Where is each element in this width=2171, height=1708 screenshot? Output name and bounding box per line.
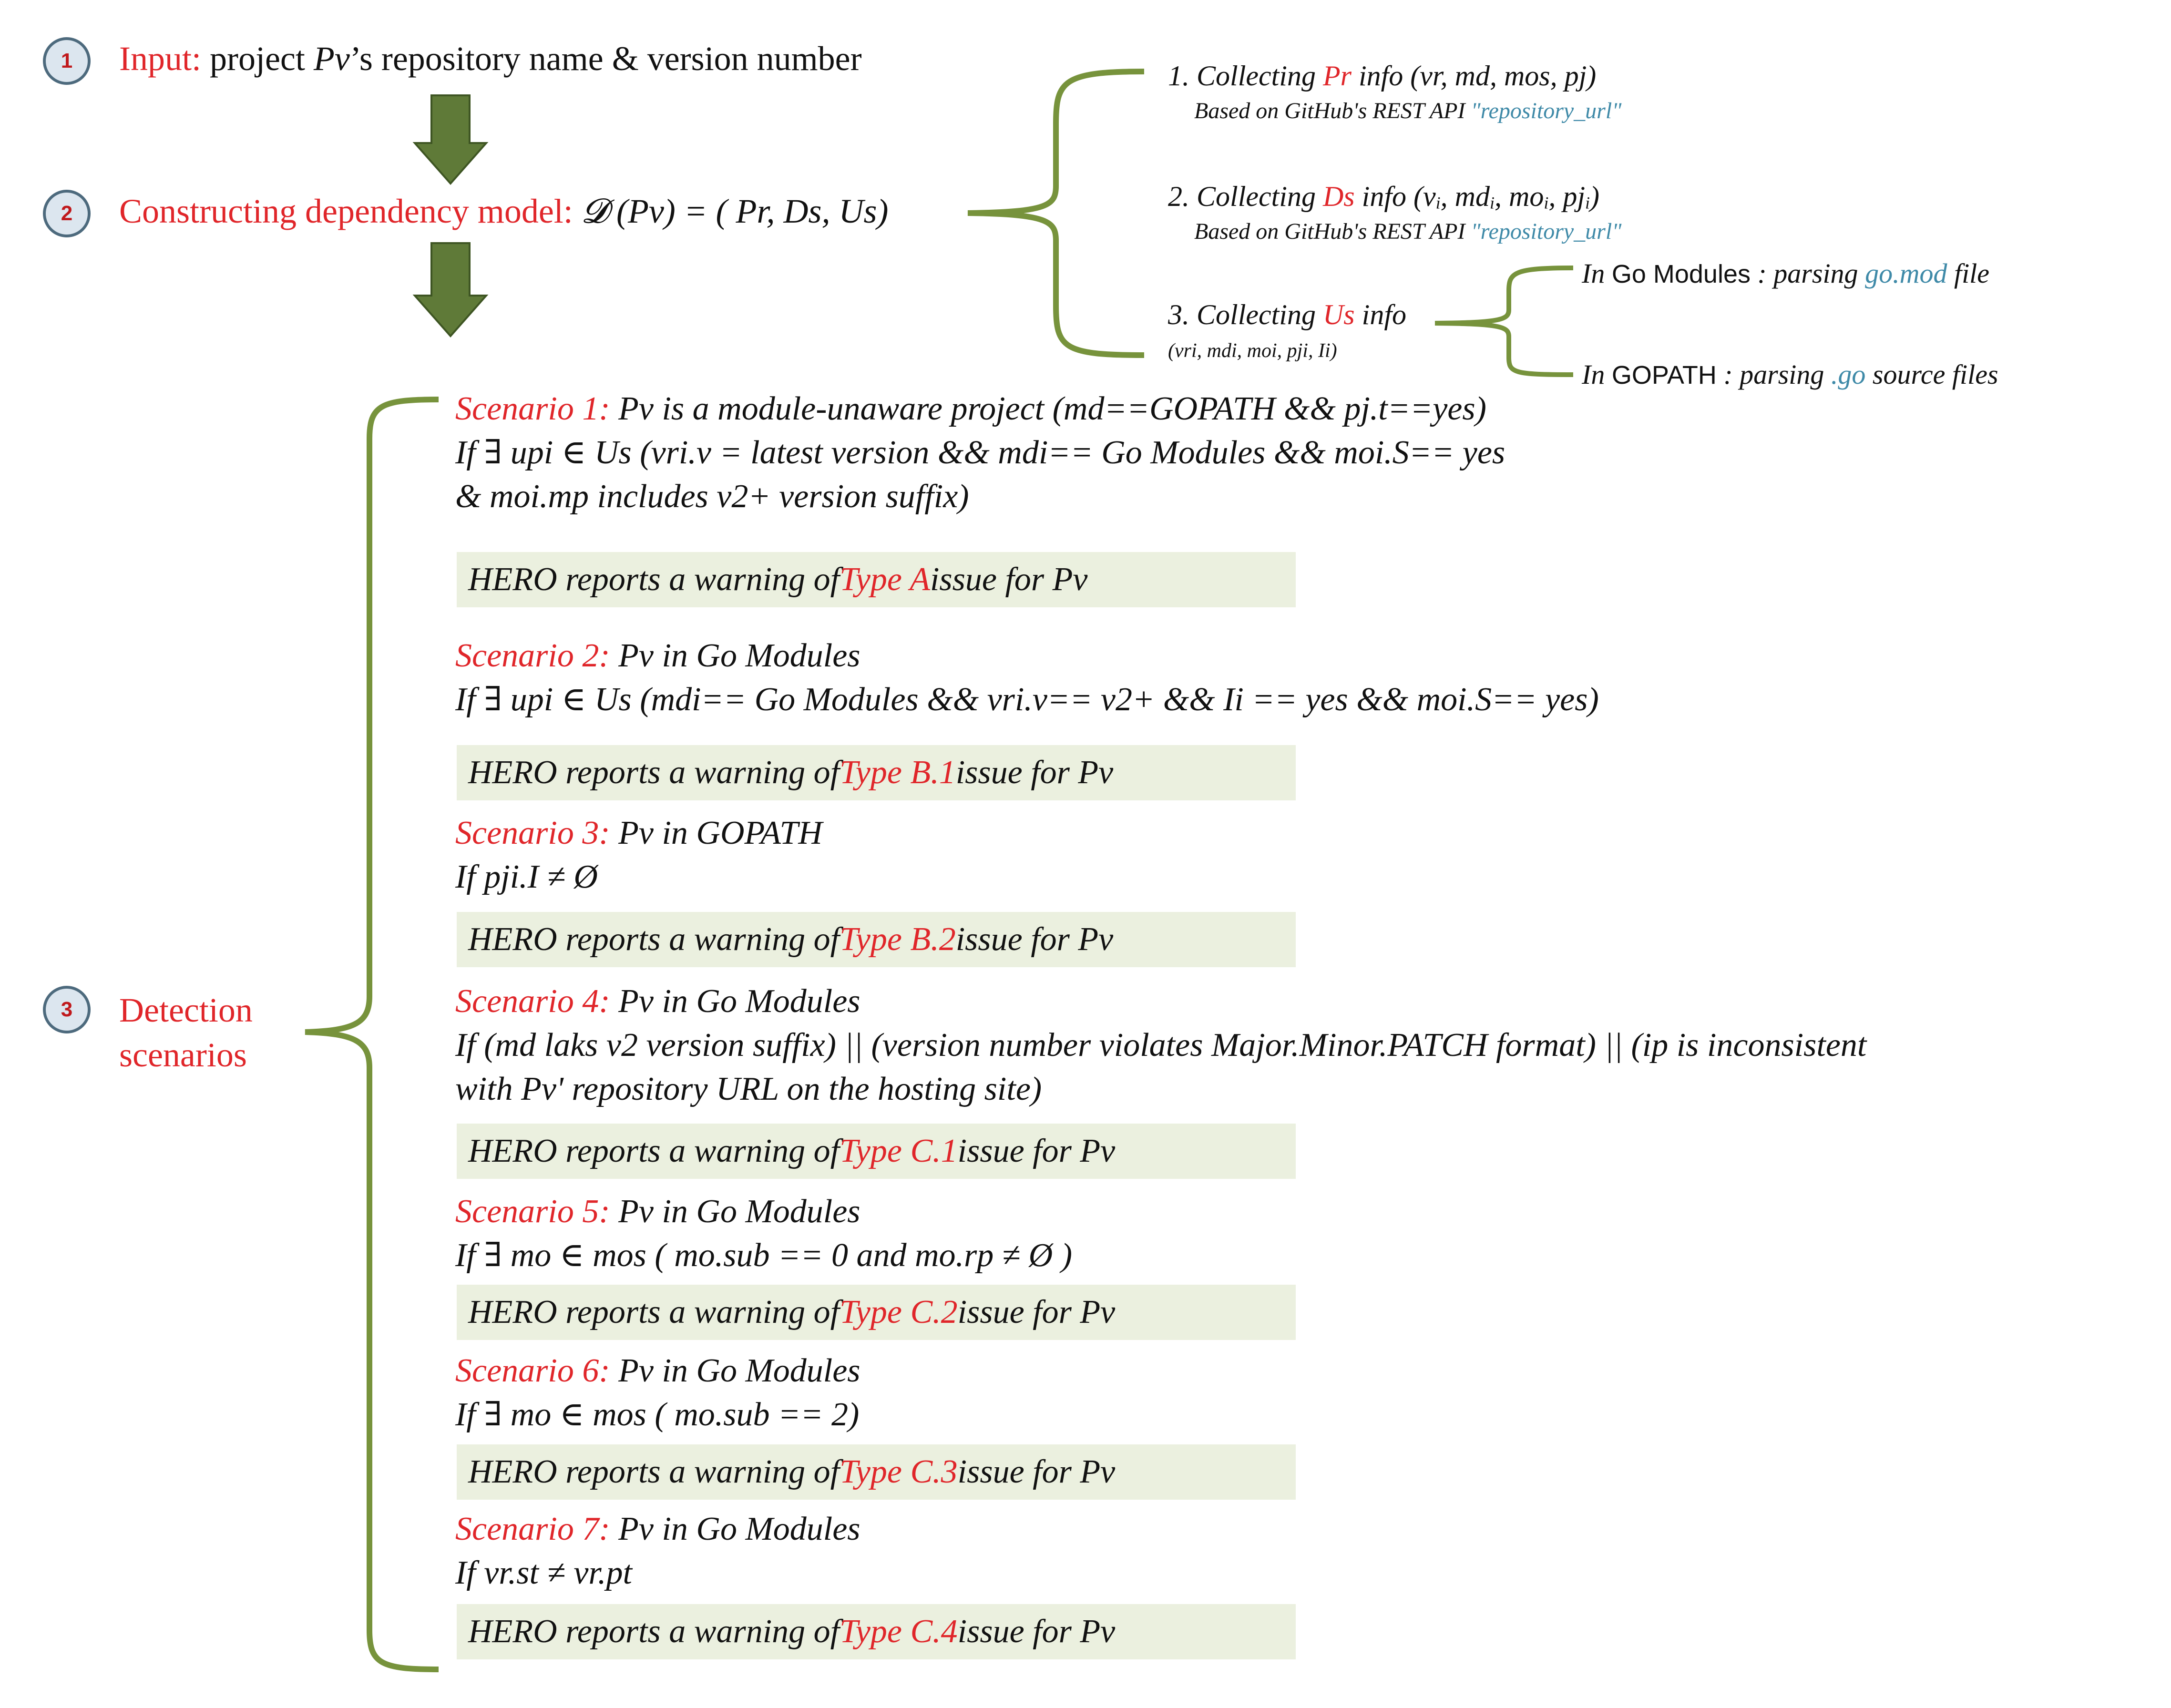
scenario-7-label: Scenario 7: [455, 1511, 610, 1547]
collect-us-fields-text: (vri, mdi, moi, pji, Ii) [1168, 340, 1337, 362]
scenario-6-condition-line-1: If ∃ mo ∈ mos ( mo.sub == 2) [455, 1396, 860, 1433]
scenario-5-type: Type C.2 [840, 1294, 958, 1330]
step-1-badge [43, 37, 91, 85]
collect-pr-prefix: 1. Collecting [1168, 60, 1323, 92]
scenario-5-report-post: issue for Pv [957, 1294, 1116, 1330]
collect-pr-suffix: info (vr, md, mos, pj) [1351, 60, 1597, 92]
scenario-1-report-pre: HERO reports a warning of [468, 561, 840, 598]
scenario-4-report-pre: HERO reports a warning of [468, 1133, 840, 1169]
collect-ds-sub-4: i [1585, 193, 1590, 213]
us-source-gomod-post: file [1947, 258, 1990, 289]
us-source-gomod-pre: In [1582, 258, 1612, 289]
scenario-1-condition-line-2: & moi.mp includes v2+ version suffix) [455, 478, 969, 515]
scenario-6-report-post: issue for Pv [957, 1453, 1116, 1490]
scenario-1-title: Pv is a module-unaware project (md==GOPATH && pj.t==yes) [610, 390, 1486, 427]
step-1-label: Input: [119, 40, 201, 78]
collect-ds-sub-3: i [1544, 193, 1549, 213]
step-1-number: 1 [61, 49, 73, 72]
scenario-5-condition-line-1: If ∃ mo ∈ mos ( mo.sub == 0 and mo.rp ≠ Ø ) [455, 1237, 1073, 1274]
scenario-2-report [457, 745, 1296, 800]
step-2-number: 2 [61, 202, 73, 225]
scenario-5-report [457, 1285, 1296, 1340]
scenario-7-report-pre: HERO reports a warning of [468, 1613, 840, 1650]
scenario-3-condition-line-1: If pji.I ≠ Ø [455, 859, 598, 895]
scenario-6-report-pre: HERO reports a warning of [468, 1453, 840, 1490]
step-3-label-line1: Detection [119, 991, 253, 1029]
us-source-gomod-mode: Go Modules [1611, 260, 1751, 288]
step-3-title [119, 988, 253, 1077]
scenario-4-report [457, 1124, 1296, 1179]
collect-us [1168, 298, 1406, 331]
down-arrow-2 [415, 243, 486, 336]
collect-ds-text-d: , pj [1548, 181, 1586, 212]
step-2-badge [43, 190, 91, 237]
us-source-gopath-mid: : parsing [1716, 359, 1831, 390]
collect-ds-sub-1: i [1435, 193, 1441, 213]
scenario-2-condition-line-1: If ∃ upi ∈ Us (mdi== Go Modules && vri.v== v2+ && Ii == yes && moi.S== yes) [455, 681, 1599, 718]
step-1-tail: ’s repository name & version number [349, 40, 862, 78]
collect-us-key: Us [1322, 299, 1355, 330]
collect-pr-source [1194, 98, 1621, 124]
collect-ds-key: Ds [1322, 181, 1355, 212]
scenario-3-report [457, 912, 1296, 967]
collect-us-fields [1168, 339, 1337, 362]
scenario-1-condition-line-1: If ∃ upi ∈ Us (vri.v = latest version && mdi== Go Modules && moi.S== yes [455, 434, 1505, 471]
collect-ds [1168, 180, 1599, 213]
us-source-gopath-code: .go [1831, 359, 1866, 390]
us-source-gomod-mid: : parsing [1750, 258, 1865, 289]
collect-ds-text-a: info (v [1354, 181, 1436, 212]
scenario-4-report-post: issue for Pv [957, 1133, 1116, 1169]
collect-ds-source-text: Based on GitHub's REST API [1194, 219, 1471, 244]
us-source-gopath [1582, 358, 1998, 390]
scenario-1-report [457, 552, 1296, 607]
scenario-7-report [457, 1604, 1296, 1659]
step-2-label: Constructing dependency model: [119, 192, 573, 230]
scenario-4 [455, 980, 1866, 1111]
scenario-2-label: Scenario 2: [455, 637, 610, 674]
scenario-4-condition-line-2: with Pv' repository URL on the hosting site) [455, 1071, 1042, 1107]
dependency-model-formula: 𝓓 (Pv) = ( Pr, Ds, Us) [581, 192, 889, 230]
step-1-pv: Pv [313, 40, 350, 78]
scenario-6-label: Scenario 6: [455, 1352, 610, 1389]
scenario-4-condition-line-1: If (md laks v2 version suffix) || (version number violates Major.Minor.PATCH format) || (ip is inconsistent [455, 1027, 1867, 1064]
scenario-2-type: Type B.1 [840, 754, 956, 791]
us-source-gomod-code: go.mod [1865, 258, 1947, 289]
scenario-1-report-post: issue for Pv [930, 561, 1088, 598]
us-source-gopath-post: source files [1865, 359, 1998, 390]
scenario-3-type: Type B.2 [840, 921, 956, 958]
step-3-label-line2: scenarios [119, 1036, 247, 1074]
collect-brace [968, 72, 1144, 355]
collect-ds-prefix: 2. Collecting [1168, 181, 1323, 212]
step-1-text: project [201, 40, 314, 78]
step-2-title [119, 192, 889, 232]
scenario-5-report-pre: HERO reports a warning of [468, 1294, 840, 1330]
scenario-1 [455, 387, 1505, 519]
collect-pr-key: Pr [1322, 60, 1352, 92]
scenario-2-report-pre: HERO reports a warning of [468, 754, 840, 791]
scenario-3-report-post: issue for Pv [955, 921, 1114, 958]
detection-brace [305, 399, 439, 1669]
scenario-5-title: Pv in Go Modules [610, 1193, 860, 1230]
collect-ds-source [1194, 218, 1621, 245]
collect-ds-text-c: , mo [1494, 181, 1544, 212]
scenario-7 [455, 1507, 860, 1595]
collect-ds-sub-2: i [1489, 193, 1495, 213]
scenario-3 [455, 811, 822, 899]
step-1-title [119, 39, 862, 79]
scenario-6 [455, 1349, 860, 1437]
step-3-badge [43, 986, 91, 1033]
scenario-1-type: Type A [840, 561, 930, 598]
scenario-2-report-post: issue for Pv [955, 754, 1114, 791]
scenario-6-type: Type C.3 [840, 1453, 958, 1490]
collect-ds-text-e: ) [1590, 181, 1600, 212]
collect-pr-source-code: "repository_url" [1471, 98, 1622, 123]
collect-pr [1168, 60, 1596, 92]
us-brace [1435, 268, 1573, 375]
scenario-7-condition-line-1: If vr.st ≠ vr.pt [455, 1555, 632, 1591]
scenario-6-title: Pv in Go Modules [610, 1352, 860, 1389]
scenario-5-label: Scenario 5: [455, 1193, 610, 1230]
scenario-2-title: Pv in Go Modules [610, 637, 860, 674]
scenario-5 [455, 1190, 1072, 1278]
us-source-gopath-pre: In [1582, 359, 1612, 390]
collect-us-suffix: info [1354, 299, 1406, 330]
scenario-3-report-pre: HERO reports a warning of [468, 921, 840, 958]
step-3-number: 3 [61, 998, 73, 1021]
us-source-gopath-mode: GOPATH [1611, 361, 1717, 389]
scenario-4-type: Type C.1 [840, 1133, 958, 1169]
scenario-3-title: Pv in GOPATH [610, 815, 822, 851]
down-arrow-1 [415, 95, 486, 184]
collect-ds-text-b: , md [1440, 181, 1490, 212]
scenario-7-title: Pv in Go Modules [610, 1511, 860, 1547]
us-source-gomod [1582, 257, 1989, 289]
scenario-7-report-post: issue for Pv [957, 1613, 1116, 1650]
collect-ds-source-code: "repository_url" [1471, 219, 1622, 244]
collect-us-prefix: 3. Collecting [1168, 299, 1323, 330]
scenario-3-label: Scenario 3: [455, 815, 610, 851]
scenario-6-report [457, 1444, 1296, 1500]
scenario-7-type: Type C.4 [840, 1613, 958, 1650]
scenario-1-label: Scenario 1: [455, 390, 610, 427]
scenario-4-title: Pv in Go Modules [610, 983, 860, 1020]
scenario-4-label: Scenario 4: [455, 983, 610, 1020]
scenario-2 [455, 634, 1599, 722]
collect-pr-source-text: Based on GitHub's REST API [1194, 98, 1471, 123]
